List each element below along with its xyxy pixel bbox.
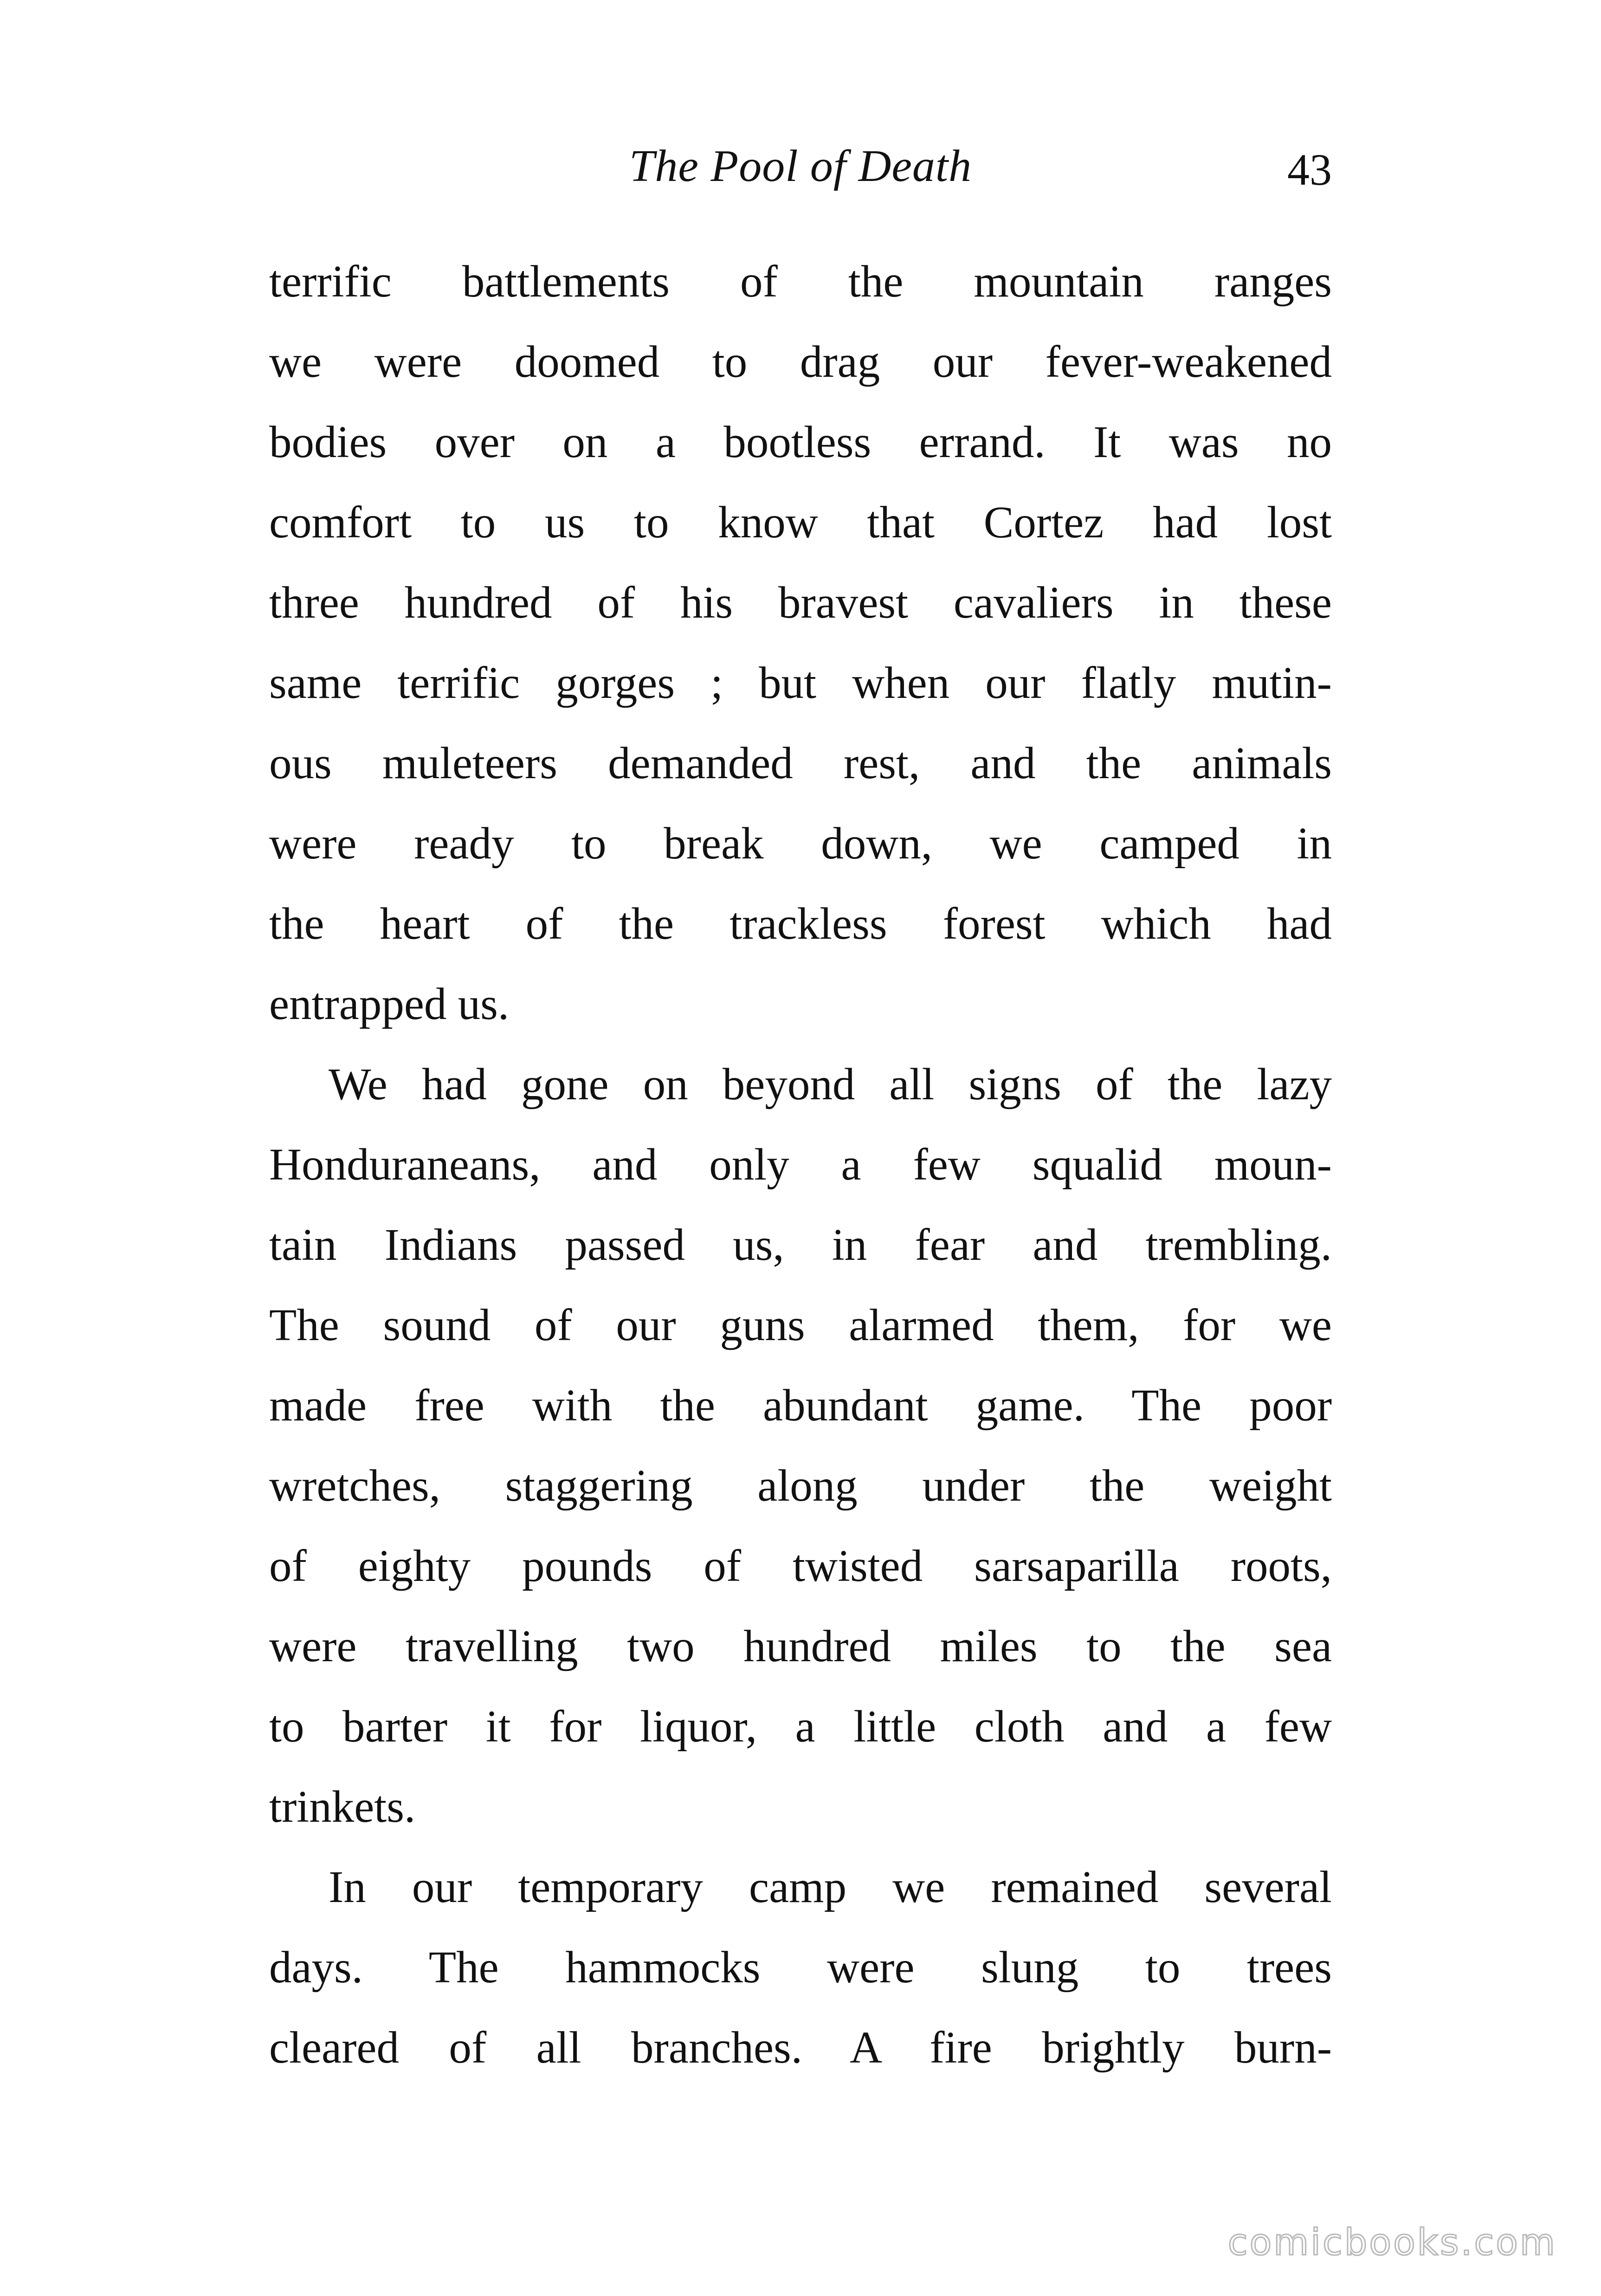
text-line: Honduraneans, and only a few squalid moun- [269,1140,1332,1189]
text-line: The sound of our guns alarmed them, for we [269,1300,1332,1350]
watermark: comicbooks.com [1227,2222,1557,2264]
text-line: entrapped us. [269,979,510,1029]
running-title: The Pool of Death [629,141,972,191]
text-line: were ready to break down, we camped in [269,819,1332,868]
text-line: same terrific gorges ; but when our flatly mutin- [269,658,1332,708]
running-head [269,134,1332,199]
text-line: made free with the abundant game. The poor [269,1380,1332,1430]
page-number: 43 [1287,145,1332,194]
text-line: We had gone on beyond all signs of the lazy [329,1059,1332,1109]
text-line: comfort to us to know that Cortez had lost [269,497,1332,547]
text-line: days. The hammocks were slung to trees [269,1942,1332,1992]
paragraph-2 [269,1044,1332,1847]
text-line: In our temporary camp we remained several [329,1862,1332,1912]
paragraph-3 [269,1847,1332,2088]
text-line: we were doomed to drag our fever-weakened [269,337,1332,387]
text-line: of eighty pounds of twisted sarsaparilla roots, [269,1541,1332,1591]
text-line: to barter it for liquor, a little cloth and a few [269,1702,1332,1751]
text-line: tain Indians passed us, in fear and trembling. [269,1220,1332,1270]
text-line: ous muleteers demanded rest, and the animals [269,738,1332,788]
text-line: the heart of the trackless forest which had [269,899,1332,948]
body-text [269,241,1332,2088]
text-line: bodies over on a bootless errand. It was no [269,417,1332,467]
paragraph-1 [269,241,1332,1044]
text-line: trinkets. [269,1782,416,1832]
text-line: terrific battlements of the mountain ranges [269,257,1332,306]
text-line: were travelling two hundred miles to the sea [269,1621,1332,1671]
text-line: three hundred of his bravest cavaliers in these [269,578,1332,627]
text-line: wretches, staggering along under the weight [269,1461,1332,1510]
text-line: cleared of all branches. A fire brightly burn- [269,2023,1332,2072]
